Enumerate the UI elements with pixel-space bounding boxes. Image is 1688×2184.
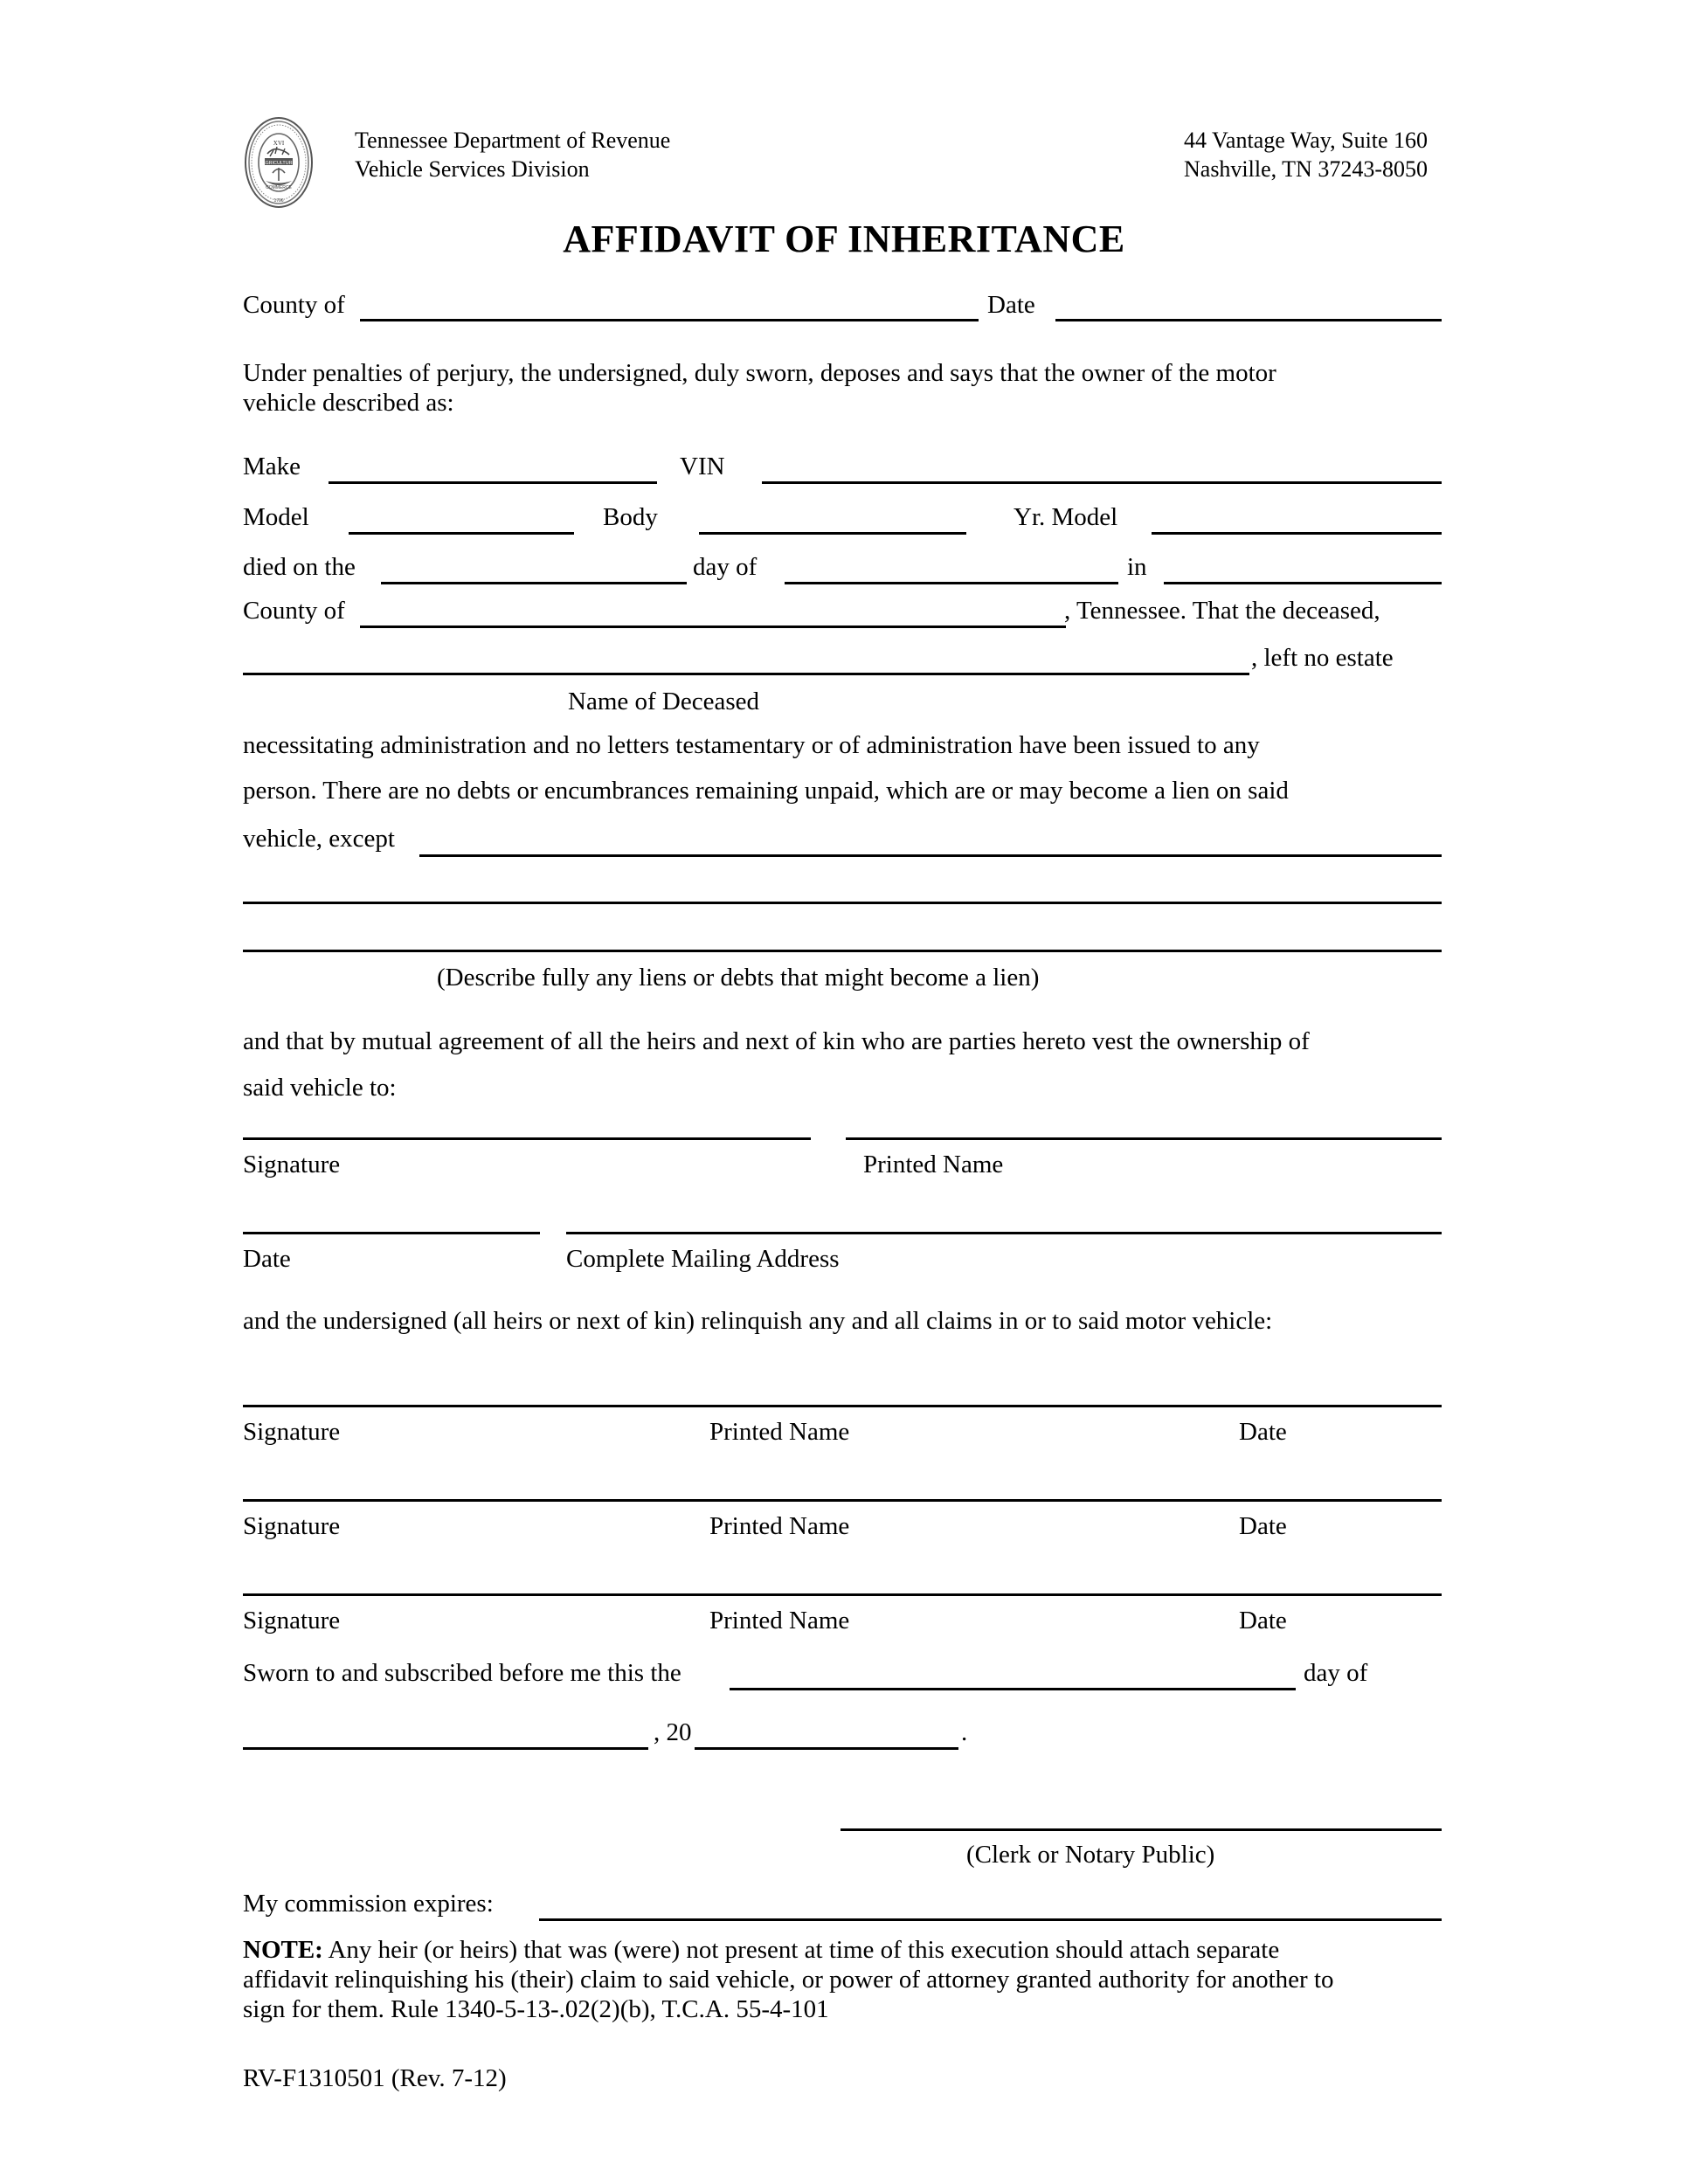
date-input[interactable]: [1055, 319, 1442, 321]
model-label: Model: [243, 503, 309, 531]
body-input[interactable]: [699, 532, 966, 535]
agency-line-1: Tennessee Department of Revenue: [355, 128, 671, 153]
relinquish-row-2-printed-name-label: Printed Name: [709, 1512, 850, 1540]
svg-text:AGRICULTURE: AGRICULTURE: [261, 161, 296, 166]
relinquish-row-1-line[interactable]: [243, 1405, 1442, 1407]
agency-address-block: [1184, 126, 1428, 183]
body-label: Body: [603, 503, 658, 531]
clerk-notary-signature-input[interactable]: [841, 1828, 1442, 1831]
relinquish-row-2-signature-label: Signature: [243, 1512, 341, 1540]
commission-expires-input[interactable]: [539, 1918, 1442, 1921]
note-line-1: Any heir (or heirs) that was (were) not present at time of this execution should attach separate: [322, 1936, 1280, 1964]
county-of-label: County of: [243, 291, 345, 319]
clerk-notary-caption: (Clerk or Notary Public): [966, 1841, 1215, 1869]
svg-text:COMMERCE: COMMERCE: [266, 185, 292, 190]
vesting-printed-name-input[interactable]: [846, 1137, 1442, 1140]
document-header: [243, 115, 1449, 220]
day-of-label: day of: [693, 553, 758, 581]
address-line-1: 44 Vantage Way, Suite 160: [1184, 128, 1429, 153]
county-of-input[interactable]: [360, 319, 979, 321]
died-month-input[interactable]: [785, 582, 1118, 584]
sworn-day-input[interactable]: [730, 1688, 1296, 1690]
sworn-period: .: [961, 1718, 968, 1746]
note-line-3: sign for them. Rule 1340-5-13-.02(2)(b), T.C.A. 55-4-101: [243, 1995, 829, 2023]
make-input[interactable]: [329, 481, 657, 484]
liens-input-line-3[interactable]: [243, 950, 1442, 952]
note-line-2: affidavit relinquishing his (their) claim to said vehicle, or power of attorney granted authority for another to: [243, 1966, 1334, 1994]
date-label: Date: [987, 291, 1035, 319]
intro-line-1: Under penalties of perjury, the undersigned, duly sworn, deposes and says that the owner of the motor: [243, 359, 1276, 387]
died-year-input[interactable]: [1164, 582, 1442, 584]
name-of-deceased-caption: Name of Deceased: [568, 688, 759, 715]
agency-line-2: Vehicle Services Division: [355, 156, 590, 182]
deceased-county-input[interactable]: [360, 625, 1066, 628]
agency-name-block: [355, 126, 670, 183]
intro-line-2: vehicle described as:: [243, 389, 454, 417]
sworn-year-input[interactable]: [695, 1747, 958, 1750]
tennessee-state-seal-icon: [243, 115, 315, 211]
make-label: Make: [243, 453, 301, 480]
liens-input-line-1[interactable]: [419, 854, 1442, 857]
sworn-day-of-label: day of: [1304, 1659, 1368, 1687]
relinquish-row-2-date-label: Date: [1239, 1512, 1287, 1540]
relinquish-row-3-printed-name-label: Printed Name: [709, 1607, 850, 1635]
yr-model-input[interactable]: [1152, 532, 1442, 535]
page-title: AFFIDAVIT OF INHERITANCE: [563, 218, 1125, 260]
svg-text:XVI: XVI: [273, 140, 285, 147]
sworn-comma-twenty: , 20: [654, 1718, 692, 1746]
model-input[interactable]: [349, 532, 574, 535]
relinquish-row-1-signature-label: Signature: [243, 1418, 341, 1446]
address-line-2: Nashville, TN 37243-8050: [1184, 156, 1428, 182]
vesting-printed-name-label: Printed Name: [863, 1151, 1004, 1178]
sworn-prefix-text: Sworn to and subscribed before me this the: [243, 1659, 681, 1687]
vehicle-except-label: vehicle, except: [243, 825, 395, 853]
body-line-1: necessitating administration and no letters testamentary or of administration have been issued to any: [243, 731, 1260, 759]
relinquish-row-3-date-label: Date: [1239, 1607, 1287, 1635]
body-line-2: person. There are no debts or encumbrances remaining unpaid, which are or may become a lien on said: [243, 777, 1289, 805]
liens-input-line-2[interactable]: [243, 902, 1442, 904]
vesting-signature-label: Signature: [243, 1151, 341, 1178]
yr-model-label: Yr. Model: [1013, 503, 1118, 531]
relinquish-row-3-line[interactable]: [243, 1593, 1442, 1596]
relinquish-row-2-line[interactable]: [243, 1499, 1442, 1502]
mutual-agreement-line-1: and that by mutual agreement of all the heirs and next of kin who are parties hereto vest the ownership of: [243, 1027, 1310, 1055]
died-on-the-label: died on the: [243, 553, 356, 581]
mutual-agreement-line-2: said vehicle to:: [243, 1074, 397, 1102]
vesting-signature-input[interactable]: [243, 1137, 811, 1140]
svg-text:1796: 1796: [273, 198, 284, 204]
vin-input[interactable]: [762, 481, 1442, 484]
note-label: NOTE:: [243, 1936, 323, 1964]
relinquish-row-3-signature-label: Signature: [243, 1607, 341, 1635]
name-of-deceased-input[interactable]: [243, 673, 1249, 675]
died-day-input[interactable]: [381, 582, 687, 584]
vesting-mailing-address-input[interactable]: [566, 1232, 1442, 1234]
form-number: RV-F1310501 (Rev. 7-12): [243, 2064, 507, 2092]
tennessee-text: , Tennessee. That the deceased,: [1064, 597, 1380, 625]
commission-expires-label: My commission expires:: [243, 1890, 494, 1918]
vin-label: VIN: [680, 453, 725, 480]
vesting-mailing-address-label: Complete Mailing Address: [566, 1245, 840, 1273]
relinquish-row-1-printed-name-label: Printed Name: [709, 1418, 850, 1446]
describe-liens-caption: (Describe fully any liens or debts that might become a lien): [437, 964, 1040, 992]
relinquish-row-1-date-label: Date: [1239, 1418, 1287, 1446]
sworn-month-input[interactable]: [243, 1747, 648, 1750]
vesting-date-label: Date: [243, 1245, 291, 1273]
left-no-estate-text: , left no estate: [1251, 644, 1394, 672]
deceased-county-label: County of: [243, 597, 345, 625]
relinquish-intro: and the undersigned (all heirs or next of kin) relinquish any and all claims in or to said motor vehicle:: [243, 1307, 1273, 1335]
vesting-date-input[interactable]: [243, 1232, 540, 1234]
in-label: in: [1127, 553, 1147, 581]
